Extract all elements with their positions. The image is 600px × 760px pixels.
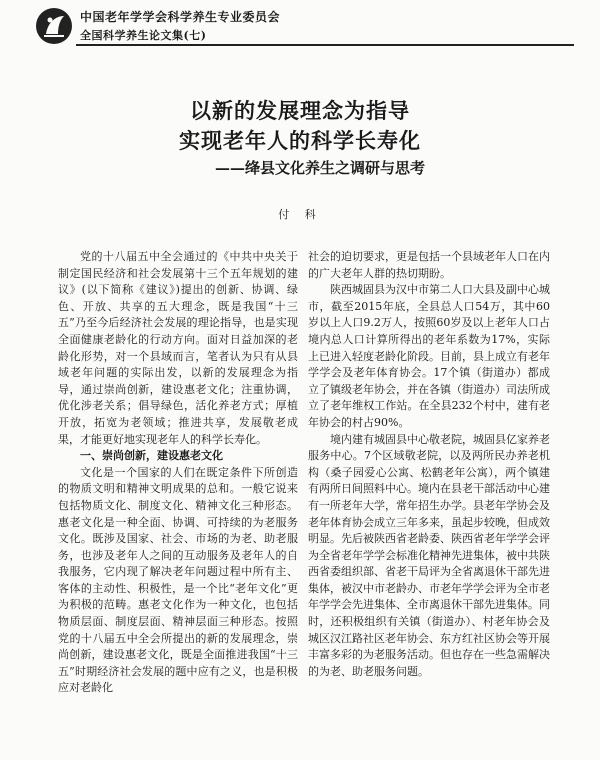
section-heading: 一、崇尚创新，建设惠老文化 xyxy=(80,449,223,463)
title-line-2: 实现老年人的科学长寿化 xyxy=(179,128,421,153)
running-header xyxy=(34,6,574,46)
paragraph: 社会的迫切要求，更是包括一个县域老年人口在内的广大老年人群的热切期盼。 xyxy=(308,250,550,280)
right-column xyxy=(308,249,550,680)
subtitle: ——绛县文化养生之调研与思考 xyxy=(214,159,425,177)
header-organization: 中国老年学学会科学养生专业委员会 xyxy=(80,10,281,24)
society-logo-icon xyxy=(34,6,74,46)
paragraph: 境内建有城固县中心敬老院，城固县亿家养老服务中心。7个区域敬老院，以及两所民办养老机构（桑子园爱心公寓、松鹤老年公寓），两个镇建有两所日间照料中心。境内在县老干部活动中心建有一所老年大学，常年招生办学。县老年学协会及老年体育协会成立三年多来，虽起步较晚，但成效明显。先后被陕西省老龄委、陕西省老年学学会评为全省老年学学会标准化精神先进集体，被中共陕西省委组织部、省老干局评为全省离退休干部先进集体，被汉中市老龄办、市老年学学会评为全市老年学学会先进集体、全市离退休干部先进集体。同时，还积极组织有关镇（街道办）、村老年协会及城区汉江路社区老年协会、东方红社区协会等开展丰富多彩的为老服务活动。但也存在一些急需解决的为老、助老服务问题。 xyxy=(308,432,550,678)
header-collection: 全国科学养生论文集(七) xyxy=(80,29,207,42)
author: 付 科 xyxy=(278,208,322,221)
paragraph: 陕西城固县为汉中市第二人口大县及副中心城市，截至2015年底，全县总人口54万，其中60岁以上人口9.2万人，按照60岁及以上老年人口占境内总人口计算所得出的老年系数为17%，实际上已进入轻度老龄化阶段。目前，县上成立有老年学学会及老年体育协会。17个镇（街道办）都成立了镇级老年协会，并在各镇（街道办）司法所成立了老年维权工作站。在全县232个村中，建有老年协会的村占90%。 xyxy=(308,283,550,429)
paragraph: 文化是一个国家的人们在既定条件下所创造的物质文明和精神文明成果的总和。一般它说来包括物质文化、制度文化、精神文化三种形态。惠老文化是一种全面、协调、可持续的为老服务文化。既涉及国家、社会、市场的为老、助老服务，也涉及老年人之间的互动服务及老年人的自我服务，它内现了解决老年问题过程中所有主、客体的主动性、积极性，是一个比“老年文化”更为积极的范畴。惠老文化作为一种文化，也包括物质层面、制度层面、精神层面三种形态。按照党的十八届五中全会所提出的新的发展理念，崇尚创新，建设惠老文化，既是全面推进我国“十三五”时期经济社会发展的题中应有之义，也是积极应对老龄化 xyxy=(58,465,298,695)
title-line-1: 以新的发展理念为指导 xyxy=(190,98,410,123)
left-column xyxy=(58,249,298,697)
header-divider xyxy=(76,44,574,46)
paragraph: 党的十八届五中全会通过的《中共中央关于制定国民经济和社会发展第十三个五年规划的建议》(以下简称《建议》)提出的创新、协调、绿色、开放、共享的五大理念，既是我国“十三五”乃至今后经济社会发展的理论指导，也是实现全面健康老龄化的行动方向。面对日益加深的老龄化形势，对一个县域而言，笔者认为只有从县域老年问题的实际出发，以新的发展理念为指导，通过崇尚创新，建设惠老文化；注重协调，优化涉老关系；倡导绿色，活化养老方式；厚植开放，拓宽为老领域；推进共享，发展敬老成果，才能更好地实现老年人的科学长寿化。 xyxy=(58,250,298,446)
